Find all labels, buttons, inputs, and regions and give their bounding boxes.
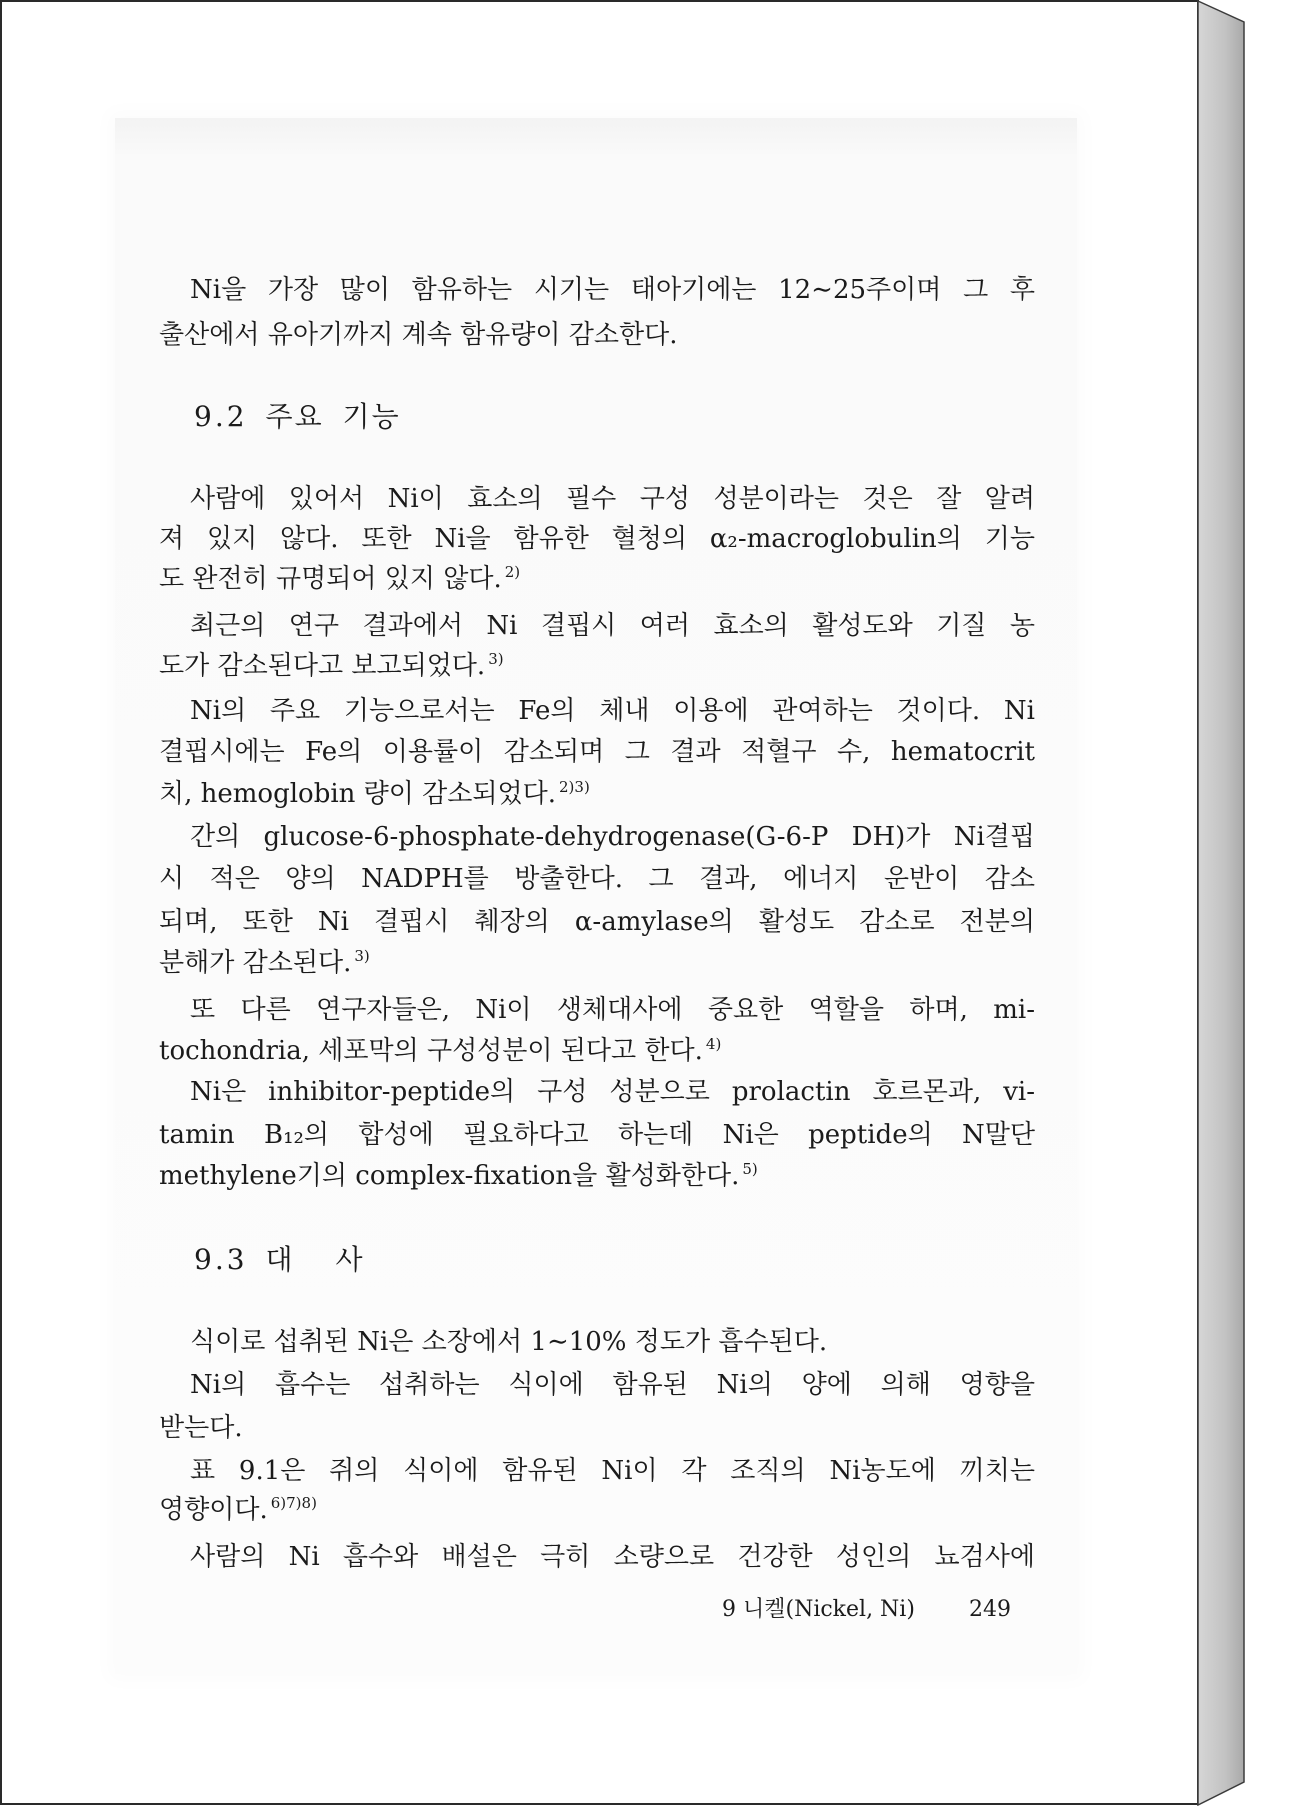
line-text: 식이로 섭취된 Ni은 소장에서 1∼10% 정도가 흡수된다. (190, 1327, 828, 1357)
section-title: 대 사 (265, 1243, 365, 1276)
text-line (159, 859, 1035, 899)
line-text: 도 완전히 규명되어 있지 않다. (159, 564, 502, 594)
line-text: 사람에 있어서 Ni이 효소의 필수 구성 성분이라는 것은 잘 알려 (190, 484, 1035, 514)
text-line (159, 902, 1035, 942)
text-line (190, 479, 1035, 519)
page-number: 249 (969, 1597, 1011, 1622)
line-text: 영향이다. (159, 1495, 268, 1525)
line-text: Ni을 가장 많이 함유하는 시기는 태아기에는 12∼25주이며 그 후 (190, 275, 1035, 305)
text-line (159, 646, 1035, 686)
line-text: tochondria, 세포막의 구성성분이 된다고 한다. (159, 1036, 703, 1066)
text-line (190, 1072, 1035, 1112)
line-text: 도가 감소된다고 보고되었다. (159, 651, 486, 681)
line-text: tamin B₁₂의 합성에 필요하다고 하는데 Ni은 peptide의 N말단 (159, 1120, 1035, 1150)
line-text: 최근의 연구 결과에서 Ni 결핍시 여러 효소의 활성도와 기질 농 (190, 611, 1035, 641)
section-number: 9.2 (194, 400, 248, 433)
line-text: 결핍시에는 Fe의 이용률이 감소되며 그 결과 적혈구 수, hematocrit (159, 737, 1035, 767)
page-footer (722, 1592, 1011, 1628)
text-line (190, 1365, 1035, 1405)
book-spine (1198, 1, 1244, 1805)
line-text: 표 9.1은 쥐의 식이에 함유된 Ni이 각 조직의 Ni농도에 끼치는 (190, 1456, 1035, 1486)
line-text: 출산에서 유아기까지 계속 함유량이 감소한다. (159, 320, 678, 350)
line-text: 또 다른 연구자들은, Ni이 생체대사에 중요한 역할을 하며, mi- (190, 995, 1035, 1025)
text-line (190, 606, 1035, 646)
line-text: 간의 glucose-6-phosphate-dehydrogenase(G-6-P DH)가 Ni결핍 (190, 822, 1035, 852)
text-line (159, 774, 1035, 814)
section-title: 주요 기능 (265, 400, 401, 433)
footnote-ref: 4) (705, 1035, 722, 1053)
line-text: 시 적은 양의 NADPH를 방출한다. 그 결과, 에너지 운반이 감소 (159, 864, 1035, 894)
line-text: Ni은 inhibitor-peptide의 구성 성분으로 prolactin 호르몬과, vi- (190, 1077, 1035, 1107)
footnote-ref: 6)7)8) (270, 1494, 317, 1512)
text-line (190, 270, 1035, 310)
footnote-ref: 3) (354, 947, 370, 965)
text-line (190, 817, 1035, 857)
section-heading (194, 397, 401, 437)
text-line (190, 990, 1035, 1030)
text-line (159, 732, 1035, 772)
text-line (159, 1490, 1035, 1530)
text-line (159, 559, 1035, 599)
text-line (159, 519, 1035, 559)
text-line (190, 691, 1035, 731)
footnote-ref: 5) (742, 1160, 758, 1178)
text-line (159, 1408, 1035, 1448)
footnote-ref: 3) (488, 650, 504, 668)
text-line (159, 1115, 1035, 1155)
section-heading (194, 1240, 365, 1280)
line-text: methylene기의 complex-fixation을 활성화한다. (159, 1161, 740, 1191)
running-head: 9 니켈(Nickel, Ni) (722, 1597, 915, 1622)
text-line (190, 1451, 1035, 1491)
line-text: 되며, 또한 Ni 결핍시 췌장의 α-amylase의 활성도 감소로 전분의 (159, 907, 1035, 937)
text-line (159, 1031, 1035, 1071)
footnote-ref: 2)3) (559, 778, 590, 796)
text-line (159, 315, 1035, 355)
line-text: 치, hemoglobin 량이 감소되었다. (159, 779, 557, 809)
line-text: Ni의 주요 기능으로서는 Fe의 체내 이용에 관여하는 것이다. Ni (190, 696, 1035, 726)
section-number: 9.3 (194, 1243, 248, 1276)
text-line (159, 943, 1035, 983)
text-line (190, 1537, 1035, 1577)
text-line (159, 1156, 1035, 1196)
line-text: Ni의 흡수는 섭취하는 식이에 함유된 Ni의 양에 의해 영향을 (190, 1370, 1035, 1400)
line-text: 분해가 감소된다. (159, 948, 352, 978)
footnote-ref: 2) (504, 563, 521, 581)
line-text: 져 있지 않다. 또한 Ni을 함유한 혈청의 α₂-macroglobulin의 기능 (159, 524, 1035, 554)
text-line (190, 1322, 1035, 1362)
line-text: 받는다. (159, 1413, 243, 1443)
line-text: 사람의 Ni 흡수와 배설은 극히 소량으로 건강한 성인의 뇨검사에 (190, 1542, 1035, 1572)
